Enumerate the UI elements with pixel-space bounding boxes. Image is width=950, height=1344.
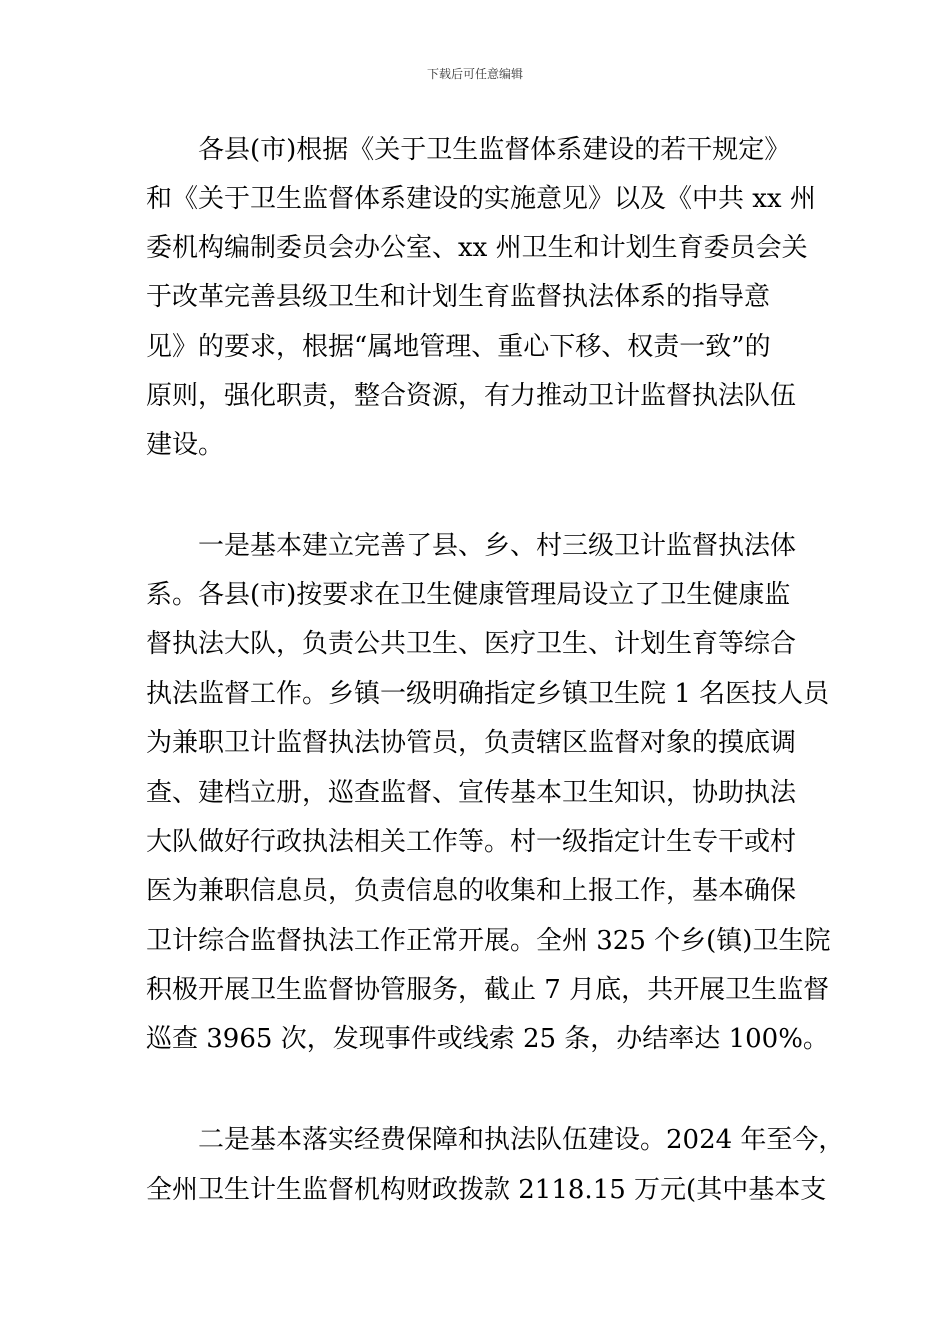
paragraph-2-line-4: 执法监督工作。乡镇一级明确指定乡镇卫生院 1 名医技人员 <box>146 679 830 709</box>
paragraph-1-line-4: 于改革完善县级卫生和计划生育监督执法体系的指导意 <box>146 282 771 312</box>
paragraph-2-line-2: 系。各县(市)按要求在卫生健康管理局设立了卫生健康监 <box>146 580 791 610</box>
paragraph-2-line-7: 大队做好行政执法相关工作等。村一级指定计生专干或村 <box>146 827 797 857</box>
paragraph-2-line-5: 为兼职卫计监督执法协管员，负责辖区监督对象的摸底调 <box>146 728 797 758</box>
paragraph-1-line-2: 和《关于卫生监督体系建设的实施意见》以及《中共 xx 州 <box>146 184 816 214</box>
paragraph-2-line-6: 查、建档立册，巡查监督、宣传基本卫生知识，协助执法 <box>146 778 797 808</box>
paragraph-2-line-9: 卫计综合监督执法工作正常开展。全州 325 个乡(镇)卫生院 <box>146 926 831 956</box>
paragraph-2-line-11: 巡查 3965 次，发现事件或线索 25 条，办结率达 100%。 <box>146 1024 829 1054</box>
paragraph-1-line-5: 见》的要求，根据“属地管理、重心下移、权责一致”的 <box>146 332 771 362</box>
paragraph-2-line-10: 积极开展卫生监督协管服务，截止 7 月底，共开展卫生监督 <box>146 975 830 1005</box>
paragraph-1-line-3: 委机构编制委员会办公室、xx 州卫生和计划生育委员会关 <box>146 233 808 263</box>
paragraph-2-line-3: 督执法大队，负责公共卫生、医疗卫生、计划生育等综合 <box>146 629 797 659</box>
paragraph-2-line-8: 医为兼职信息员，负责信息的收集和上报工作，基本确保 <box>146 876 797 906</box>
paragraph-1-line-1: 各县(市)根据《关于卫生监督体系建设的若干规定》 <box>146 135 791 165</box>
paragraph-1-line-6: 原则，强化职责，整合资源，有力推动卫计监督执法队伍 <box>146 381 797 411</box>
paragraph-3-line-2: 全州卫生计生监督机构财政拨款 2118.15 万元(其中基本支 <box>146 1175 827 1205</box>
paragraph-2-line-1: 一是基本建立完善了县、乡、村三级卫计监督执法体 <box>146 531 797 561</box>
paragraph-1-line-7: 建设。 <box>146 430 225 460</box>
paragraph-3-line-1: 二是基本落实经费保障和执法队伍建设。2024 年至今， <box>146 1125 845 1155</box>
header-note: 下载后可任意编辑 <box>426 67 523 81</box>
